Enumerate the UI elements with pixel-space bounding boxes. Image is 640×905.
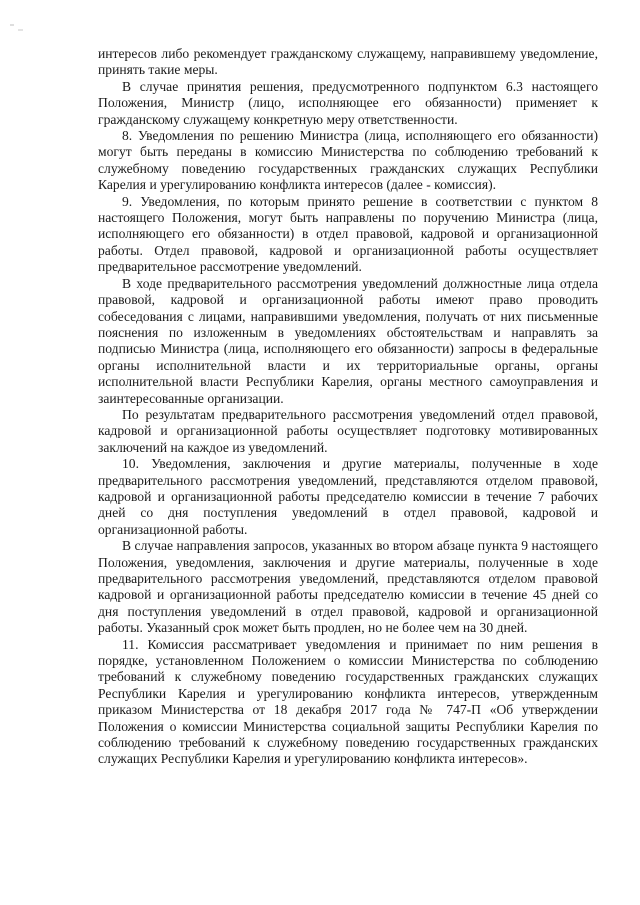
scan-mark-icon bbox=[8, 22, 26, 34]
paragraph-item-9: 9. Уведомления, по которым принято решение в соответствии с пунктом 8 настоящего Положения, могут быть направлены по поручению Министра (лица, исполняющего его обязанности) в отдел правовой, кадровой и организационной работы. Отдел правовой, кадровой и организационной работы осуществляет предварительное рассмотрение уведомлений. bbox=[98, 193, 598, 275]
paragraph-continuation: интересов либо рекомендует гражданскому служащему, направившему уведомление, принять такие меры. bbox=[98, 46, 598, 78]
paragraph-review-results: По результатам предварительного рассмотрения уведомлений отдел правовой, кадровой и организационной работы осуществляет подготовку мотивированных заключений на каждое из уведомлений. bbox=[98, 406, 598, 455]
paragraph-preliminary-review: В ходе предварительного рассмотрения уведомлений должностные лица отдела правовой, кадровой и организационной работы имеют право проводить собеседования с лицами, направившими уведомления, получать от них письменные пояснения по изложенным в уведомлениях обстоятельствам и направлять за подписью Министра (лица, исполняющего его обязанности) запросы в федеральные органы исполнительной власти и их территориальные органы, органы исполнительной власти Республики Карелия, органы местного самоуправления и заинтересованные организации. bbox=[98, 275, 598, 406]
paragraph-item-11: 11. Комиссия рассматривает уведомления и принимает по ним решения в порядке, установленном Положением о комиссии Министерства по соблюдению требований к служебному поведению государственных гражданских служащих Республики Карелия и урегулированию конфликта интересов, утвержденным приказом Министерства от 18 декабря 2017 года № 747-П «Об утверждении Положения о комиссии Министерства социальной защиты Республики Карелия по соблюдению требований к служебному поведению государственных гражданских служащих Республики Карелия и урегулированию конфликта интересов». bbox=[98, 636, 598, 767]
document-body bbox=[98, 46, 598, 768]
paragraph-responsibility-measure: В случае принятия решения, предусмотренного подпунктом 6.3 настоящего Положения, Министр (лицо, исполняющее его обязанности) применяет к гражданскому служащему конкретную меру ответственности. bbox=[98, 78, 598, 127]
paragraph-item-10: 10. Уведомления, заключения и другие материалы, полученные в ходе предварительного рассмотрения уведомлений, представляются отделом правовой, кадровой и организационной работы председателю комиссии в течение 7 рабочих дней со дня поступления уведомлений в отдел правовой, кадровой и организационной работы. bbox=[98, 456, 598, 537]
paragraph-requests-case: В случае направления запросов, указанных во втором абзаце пункта 9 настоящего Положения, уведомления, заключения и другие материалы, полученные в ходе предварительного рассмотрения уведомлений, представляются отделом правовой кадровой и организационной работы председателю комиссии в течение 45 дней со дня поступления уведомлений в отдел правовой, кадровой и организационной работы. Указанный срок может быть продлен, но не более чем на 30 дней. bbox=[98, 538, 598, 636]
paragraph-item-8: 8. Уведомления по решению Министра (лица, исполняющего его обязанности) могут быть переданы в комиссию Министерства по соблюдению требований к служебному поведению государственных гражданских служащих Республики Карелия и урегулированию конфликта интересов (далее - комиссия). bbox=[98, 128, 598, 193]
